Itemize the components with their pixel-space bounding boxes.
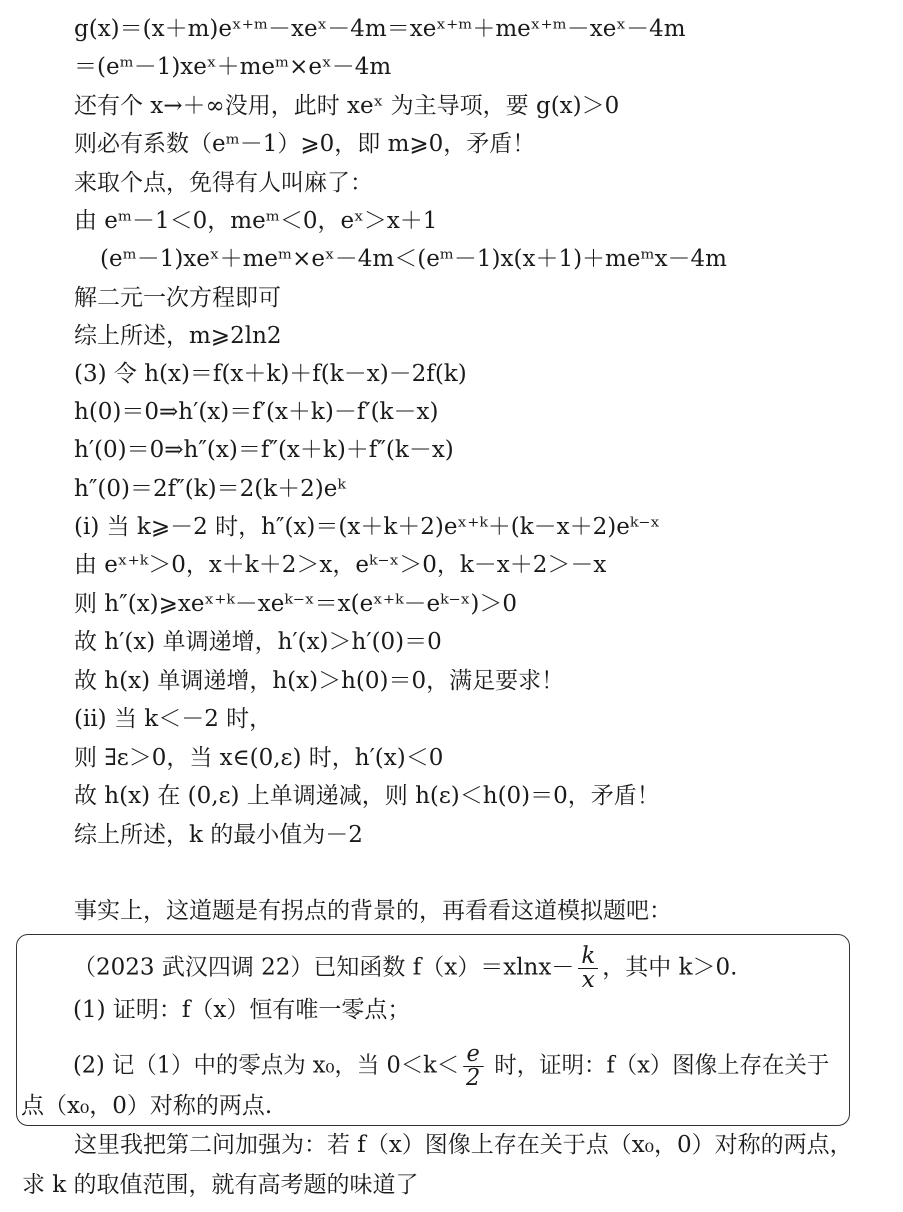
problem-part2-text: (2) 记（1）中的零点为 x₀，当 0＜k＜ — [73, 1052, 460, 1079]
derivation-line: (i) 当 k⩾－2 时，h″(x)＝(x＋k＋2)eˣ⁺ᵏ＋(k－x＋2)eᵏ⁻ˣ — [74, 514, 661, 540]
fraction-numerator: k — [578, 945, 598, 969]
derivation-line: 还有个 x→＋∞没用，此时 xeˣ 为主导项，要 g(x)＞0 — [74, 93, 620, 119]
derivation-line: 由 eᵐ－1＜0，meᵐ＜0，eˣ＞x＋1 — [74, 208, 438, 234]
problem-part2-continued: 点（x₀，0）对称的两点. — [21, 1093, 273, 1119]
problem-line1-tail: ，其中 k＞0. — [602, 954, 738, 981]
derivation-line: 故 h′(x) 单调递增，h′(x)＞h′(0)＝0 — [74, 629, 442, 655]
fraction-k-over-x — [578, 945, 598, 992]
problem-line1-text: （2023 武汉四调 22）已知函数 f（x）＝xlnx－ — [73, 954, 575, 981]
derivation-line: 解二元一次方程即可 — [74, 285, 281, 311]
fraction-denominator: x — [581, 967, 595, 993]
derivation-line: h″(0)＝2f″(k)＝2(k＋2)eᵏ — [74, 476, 346, 502]
fraction-numerator: e — [463, 1043, 483, 1067]
problem-statement — [73, 945, 737, 992]
fraction-denominator: 2 — [466, 1065, 481, 1091]
derivation-line: g(x)＝(x＋m)eˣ⁺ᵐ－xeˣ－4m＝xeˣ⁺ᵐ＋meˣ⁺ᵐ－xeˣ－4m — [74, 16, 686, 42]
derivation-line: 来取个点，免得有人叫麻了： — [74, 170, 373, 196]
derivation-line: ＝(eᵐ－1)xeˣ＋meᵐ×eˣ－4m — [74, 54, 392, 80]
derivation-line: 综上所述，k 的最小值为－2 — [74, 822, 363, 848]
closing-line-1: 这里我把第二问加强为：若 f（x）图像上存在关于点（x₀，0）对称的两点， — [74, 1132, 853, 1158]
derivation-line: 则 h″(x)⩾xeˣ⁺ᵏ－xeᵏ⁻ˣ＝x(eˣ⁺ᵏ－eᵏ⁻ˣ)＞0 — [74, 591, 517, 617]
derivation-line: 则 ∃ε＞0，当 x∈(0,ε) 时，h′(x)＜0 — [74, 745, 444, 771]
derivation-line: (3) 令 h(x)＝f(x＋k)＋f(k－x)－2f(k) — [74, 361, 467, 387]
derivation-line: (eᵐ－1)xeˣ＋meᵐ×eˣ－4m＜(eᵐ－1)x(x＋1)＋meᵐx－4m — [100, 246, 727, 272]
derivation-line: h(0)＝0⇒h′(x)＝f′(x＋k)－f′(k－x) — [74, 399, 439, 425]
derivation-line: h′(0)＝0⇒h″(x)＝f″(x＋k)＋f″(k－x) — [74, 437, 454, 463]
derivation-line: (ii) 当 k＜－2 时， — [74, 706, 273, 732]
derivation-line: 综上所述，m⩾2ln2 — [74, 323, 282, 349]
derivation-line: 故 h(x) 单调递增，h(x)＞h(0)＝0，满足要求！ — [74, 668, 565, 694]
derivation-line: 由 eˣ⁺ᵏ＞0，x＋k＋2＞x，eᵏ⁻ˣ＞0，k－x＋2＞－x — [74, 552, 607, 578]
problem-box — [16, 934, 850, 1126]
derivation-line: 故 h(x) 在 (0,ε) 上单调递减，则 h(ε)＜h(0)＝0，矛盾！ — [74, 783, 660, 809]
derivation-line: 则必有系数（eᵐ－1）⩾0，即 m⩾0，矛盾！ — [74, 131, 536, 157]
problem-part2 — [73, 1043, 829, 1090]
problem-part1: (1) 证明：f（x）恒有唯一零点； — [73, 997, 411, 1023]
fraction-e-over-2 — [463, 1043, 483, 1090]
intro-paragraph: 事实上，这道题是有拐点的背景的，再看看这道模拟题吧： — [74, 898, 672, 924]
closing-line-2: 求 k 的取值范围，就有高考题的味道了 — [22, 1172, 419, 1198]
problem-part2-tail: 时，证明：f（x）图像上存在关于 — [487, 1052, 830, 1079]
